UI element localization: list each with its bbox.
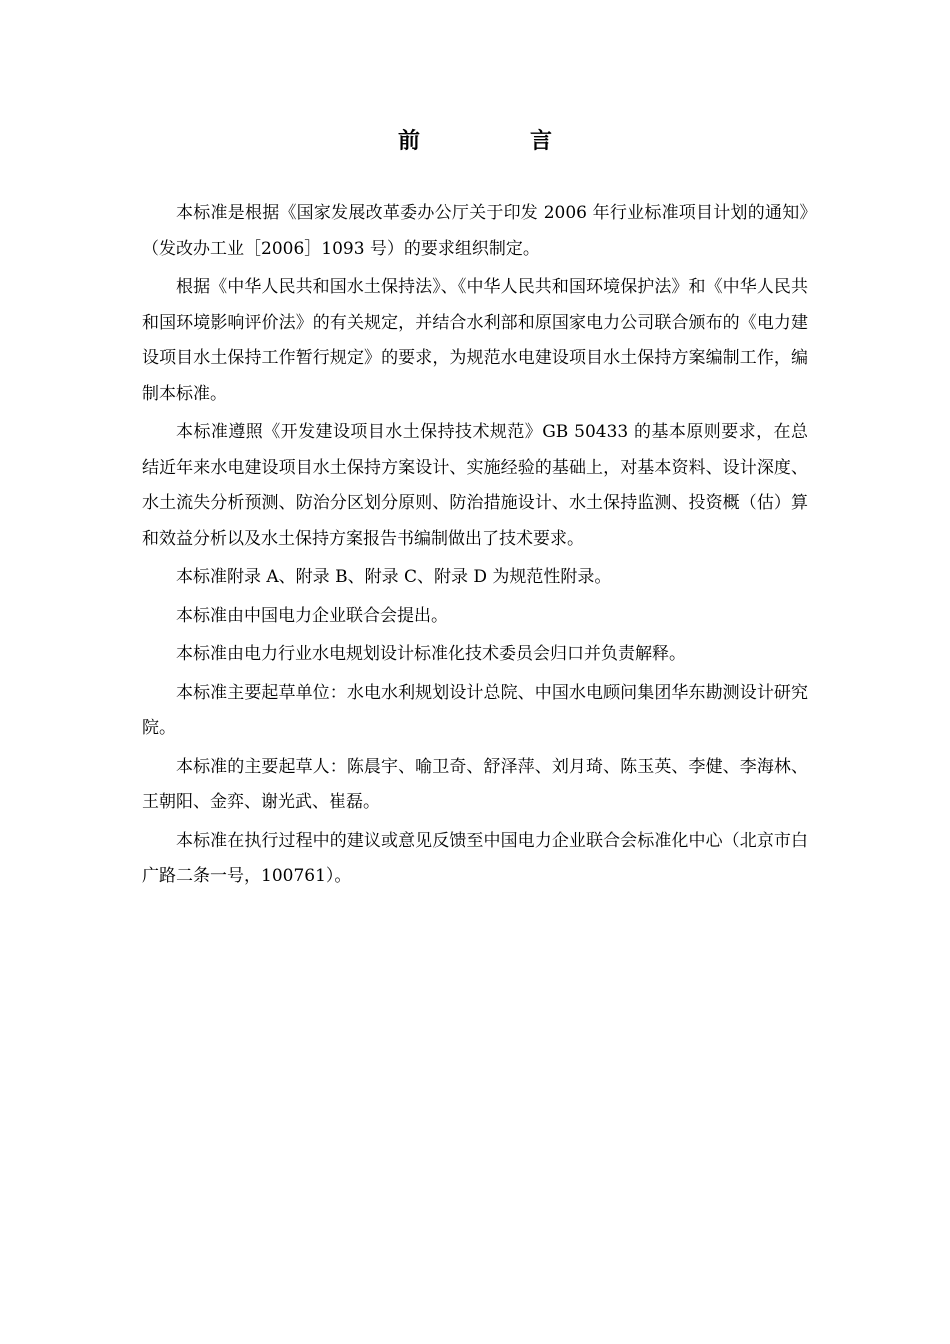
paragraph-appendices: 本标准附录 A、附录 B、附录 C、附录 D 为规范性附录。 xyxy=(176,567,612,587)
page-title: 前 言 xyxy=(397,128,596,154)
paragraph-technical-scope: 本标准遵照《开发建设项目水土保持技术规范》GB 50433 的基本原则要求，在总结近年来水电建设项目水土保持方案设计、实施经验的基础上，对基本资料、设计深度、水土流失分析预测、防治分区划分原则、防治措施设计、水土保持监测、投资概（估）算和效益分析以及水土保持方案报告书编制做出了技术要求。 xyxy=(142,422,808,549)
paragraph-feedback-contact: 本标准在执行过程中的建议或意见反馈至中国电力企业联合会标准化中心（北京市白广路二条一号，100761）。 xyxy=(142,830,808,886)
paragraph-proposer: 本标准由中国电力企业联合会提出。 xyxy=(176,605,448,626)
preface-body xyxy=(142,196,808,898)
paragraph-legal-basis: 根据《中华人民共和国水土保持法》、《中华人民共和国环境保护法》和《中华人民共和国环境影响评价法》的有关规定，并结合水利部和原国家电力公司联合颁布的《电力建设项目水土保持工作暂行规定》的要求，为规范水电建设项目水土保持方案编制工作，编制本标准。 xyxy=(142,277,808,404)
paragraph-drafting-units: 本标准主要起草单位：水电水利规划设计总院、中国水电顾问集团华东勘测设计研究院。 xyxy=(142,682,808,738)
paragraph-responsible-committee: 本标准由电力行业水电规划设计标准化技术委员会归口并负责解释。 xyxy=(176,644,686,664)
paragraph-drafters: 本标准的主要起草人：陈晨宇、喻卫奇、舒泽萍、刘月琦、陈玉英、李健、李海林、王朝阳、金弈、谢光武、崔磊。 xyxy=(142,756,808,812)
paragraph-basis: 本标准是根据《国家发展改革委办公厅关于印发 2006 年行业标准项目计划的通知》（发改办工业［2006］1093 号）的要求组织制定。 xyxy=(142,203,808,259)
